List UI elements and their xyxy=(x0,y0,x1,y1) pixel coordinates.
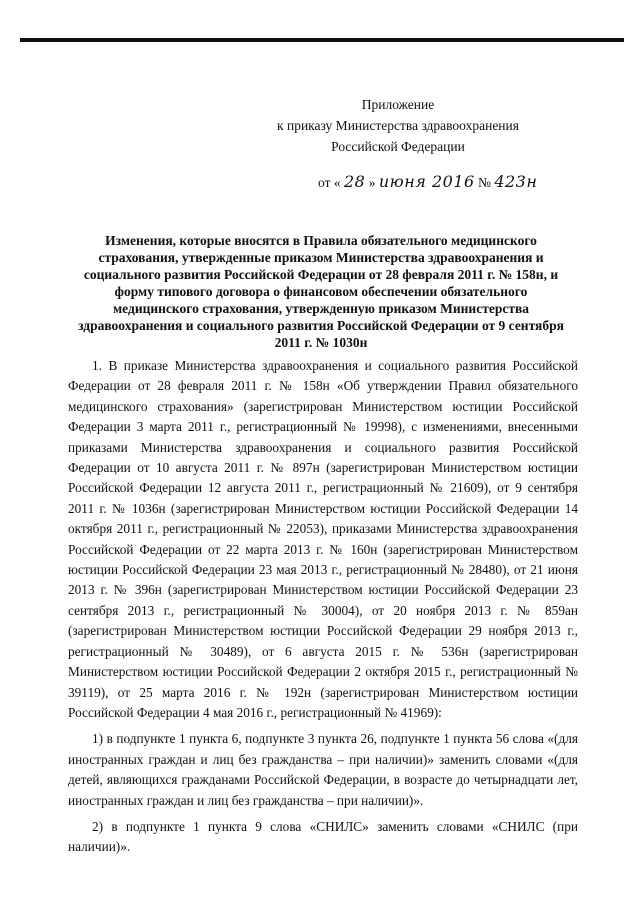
order-date-line xyxy=(318,172,537,191)
appendix-header xyxy=(268,94,528,157)
appendix-label: Приложение xyxy=(361,97,435,112)
handwritten-month-year: июня 2016 xyxy=(378,172,475,191)
handwritten-day: 28 xyxy=(343,172,366,191)
date-prefix: от « xyxy=(318,175,341,190)
paragraph-1-subitem-1: 1) в подпункте 1 пункта 6, подпункте 3 пункта 26, подпункте 1 пункта 56 слова «(для иностранных граждан и лиц без гражданства – при наличии)» заменить словами «(для детей, являющихся гражданами Российской Федерации, в возрасте до четырнадцати лет, иностранных граждан и лиц без гражданства – при наличии)». xyxy=(68,731,578,808)
paragraph-1: 1. В приказе Министерства здравоохранения и социального развития Российской Федерации от 28 февраля 2011 г. № 158н «Об утверждении Правил обязательного медицинского страхования» (зарегистрирован Министерством юстиции Российской Федерации 3 марта 2011 г., регистрационный № 19998), с изменениями, внесенными приказами Министерства здравоохранения и социального развития Российской Федерации от 10 августа 2011 г. № 897н (зарегистрирован Министерством юстиции Российской Федерации 12 августа 2011 г., регистрационный № 21609), от 9 сентября 2011 г. № 1036н (зарегистрирован Министерством юстиции Российской Федерации 14 октября 2011 г., регистрационный № 22053), приказами Министерства здравоохранения Российской Федерации от 22 марта 2013 г. № 160н (зарегистрирован Министерством юстиции Российской Федерации 23 мая 2013 г., регистрационный № 28480), от 21 июня 2013 г. № 396н (зарегистрирован Министерством юстиции Российской Федерации 23 сентября 2013 г., регистрационный № 30004), от 20 ноября 2013 г. № 859ан (зарегистрирован Министерством юстиции Российской Федерации 29 ноября 2013 г., регистрационный № 30489), от 6 августа 2015 г. № 536н (зарегистрирован Министерством юстиции Российской Федерации 2 октября 2015 г., регистрационный № 39119), от 25 марта 2016 г. № 192н (зарегистрирован Министерством юстиции Российской Федерации 4 мая 2016 г., регистрационный № 41969): xyxy=(68,358,578,720)
appendix-order-ref: к приказу Министерства здравоохранения xyxy=(277,118,519,133)
document-title: Изменения, которые вносятся в Правила обязательного медицинского страхования, утвержденные приказом Министерства здравоохранения и социального развития Российской Федерации от 28 февраля 2011 г. № 158н, и форму типового договора о финансовом обеспечении обязательного медицинского страхования, утвержденную приказом Министерства здравоохранения и социального развития Российской Федерации от 9 сентября 2011 г. № 1030н xyxy=(78,233,564,350)
appendix-country: Российской Федерации xyxy=(331,139,465,154)
paragraph-1-subitem-2: 2) в подпункте 1 пункта 9 слова «СНИЛС» заменить словами «СНИЛС (при наличии)». xyxy=(68,818,578,855)
document-body xyxy=(68,356,578,864)
date-separator: » xyxy=(368,175,376,190)
number-label: № xyxy=(478,175,491,190)
handwritten-order-number: 423н xyxy=(494,172,538,191)
scan-border-line xyxy=(20,38,624,42)
